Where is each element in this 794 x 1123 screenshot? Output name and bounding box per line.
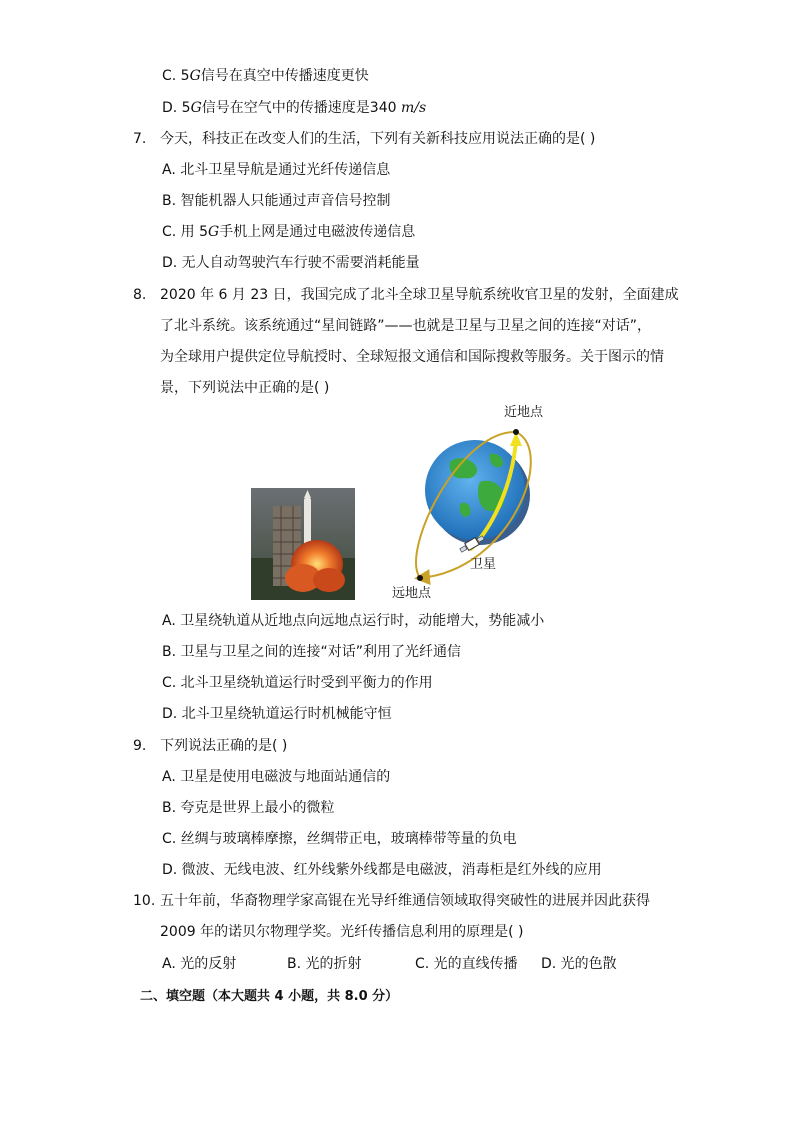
q8-option-a: A. 卫星绕轨道从近地点向远地点运行时，动能增大，势能减小 (162, 613, 545, 629)
q9-option-b: B. 夸克是世界上最小的微粒 (162, 800, 335, 816)
perigee-dot (513, 429, 519, 435)
apogee-label: 远地点 (392, 586, 432, 601)
q6-option-c: C. 5G信号在真空中传播速度更快 (162, 68, 369, 84)
apogee-dot (417, 575, 423, 581)
q7-option-b: B. 智能机器人只能通过声音信号控制 (162, 193, 391, 209)
q10-option-b: B. 光的折射 (287, 956, 362, 972)
q7-option-d: D. 无人自动驾驶汽车行驶不需要消耗能量 (162, 255, 420, 271)
q10-number: 10. (133, 893, 156, 909)
q10-option-c: C. 光的直线传播 (415, 956, 518, 972)
satellite-label: 卫星 (470, 557, 497, 572)
q8-stem-line3: 为全球用户提供定位导航授时、全球短报文通信和国际搜救等服务。关于图示的情 (160, 349, 664, 365)
satellite-orbit-diagram (380, 400, 570, 610)
q10-options (162, 954, 617, 974)
q8-stem-line4: 景，下列说法中正确的是( ) (160, 380, 330, 396)
rocket-launch-photo (251, 488, 355, 600)
q8-option-b: B. 卫星与卫星之间的连接“对话”利用了光纤通信 (162, 644, 462, 660)
q8-stem-line2: 了北斗系统。该系统通过“星间链路”——也就是卫星与卫星之间的连接“对话”， (160, 318, 652, 334)
q7-stem: 今天，科技正在改变人们的生活，下列有关新科技应用说法正确的是( ) (160, 131, 596, 147)
q10-stem-line2: 2009 年的诺贝尔物理学奖。光纤传播信息利用的原理是( ) (160, 924, 524, 940)
q9-option-c: C. 丝绸与玻璃棒摩擦，丝绸带正电，玻璃棒带等量的负电 (162, 831, 517, 847)
q8-stem-line1: 2020 年 6 月 23 日，我国完成了北斗全球卫星导航系统收官卫星的发射，全面建成 (160, 287, 679, 303)
q9-stem: 下列说法正确的是( ) (160, 738, 288, 754)
q9-option-d: D. 微波、无线电波、红外线紫外线都是电磁波，消毒柜是红外线的应用 (162, 862, 602, 878)
q6-option-d: D. 5G信号在空气中的传播速度是340 m/s (162, 100, 427, 116)
q7-number: 7. (133, 131, 147, 147)
section-heading-fill-in: 二、填空题（本大题共 4 小题，共 8.0 分） (140, 989, 399, 1004)
q10-option-a: A. 光的反射 (162, 956, 237, 972)
q9-number: 9. (133, 738, 147, 754)
q8-option-c: C. 北斗卫星绕轨道运行时受到平衡力的作用 (162, 675, 433, 691)
q9-option-a: A. 卫星是使用电磁波与地面站通信的 (162, 769, 391, 785)
earth-icon (425, 440, 525, 540)
q7-option-a: A. 北斗卫星导航是通过光纤传递信息 (162, 162, 391, 178)
q10-option-d: D. 光的色散 (541, 956, 617, 972)
q8-number: 8. (133, 287, 147, 303)
q10-stem-line1: 五十年前，华裔物理学家高锟在光导纤维通信领域取得突破性的进展并因此获得 (160, 893, 650, 909)
perigee-label: 近地点 (504, 405, 544, 420)
q7-option-c: C. 用 5G手机上网是通过电磁波传递信息 (162, 224, 416, 240)
q8-option-d: D. 北斗卫星绕轨道运行时机械能守恒 (162, 706, 392, 722)
